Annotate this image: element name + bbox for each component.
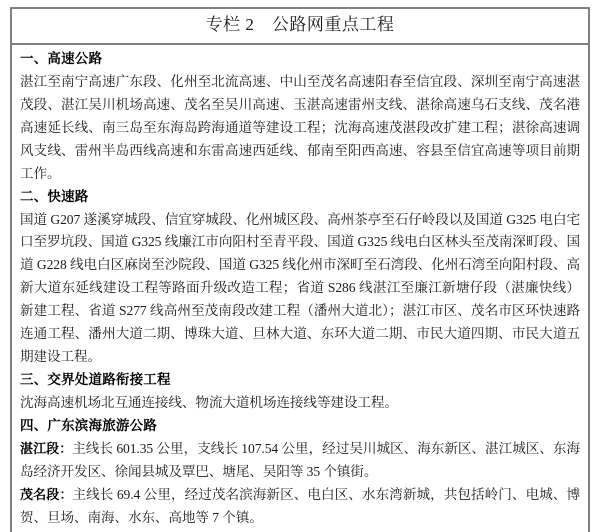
- entry-label: 茂名段: [20, 487, 60, 503]
- entry-text: 主线长 601.35 公里，支线长 107.54 公里，经过吴川城区、海东新区、湛江城区、东海岛经济开发区、徐闻县城及覃巴、塘尾、吴阳等 35 个镇街。: [20, 440, 580, 479]
- section-heading: 三、交界处道路衔接工程: [20, 372, 171, 389]
- section-body: 沈海高速机场北互通连接线、物流大道机场连接线等建设工程。: [20, 395, 398, 411]
- entry-separator: ：: [59, 487, 73, 503]
- column-box: [10, 7, 590, 532]
- entry-zhanjiang: [20, 438, 580, 484]
- section-boundary-connection: [20, 369, 580, 415]
- section-heading: 一、高速公路: [20, 50, 103, 67]
- entry-separator: ：: [59, 441, 73, 457]
- entry-label: 湛江段: [20, 441, 60, 457]
- section-body: 国道 G207 遂溪穿城段、信宜穿城段、化州城区段、高州茶亭至石仔岭段以及国道 G325 电白宅口至罗坑段、国道 G325 线廉江市向阳村至青平段、国道 G325 线电白区林头至茂南深町段、国道 G228 线电白区麻岗至沙院段、国道 G325 线化州市深町至石湾段、化州石湾至向阳村段、高新大道东延线建设工程等路面升级改造工程；省道 S286 线湛江至廉江新塘仔段（湛廉快线）新建工程、省道 S277 线高州至茂南段改建工程（潘州大道北）；湛江市区、茂名市区环快速路连通工程、潘州大道二期、博珠大道、旦林大道、东环大道二期、市民大道四期、市民大道五期建设工程。: [20, 211, 580, 365]
- section-body: 湛江至南宁高速广东段、化州至北流高速、中山至茂名高速阳春至信宜段、深圳至南宁高速湛茂段、湛江吴川机场高速、茂名至吴川高速、玉湛高速雷州支线、湛徐高速乌石支线、茂名港高速延长线、南三岛至东海岛跨海通道等建设工程；沈海高速茂湛段改扩建工程；湛徐高速调风支线、雷州半岛西线高速和东雷高速西延线、郁南至阳西高速、容县至信宜高速等项目前期工作。: [20, 73, 580, 181]
- entry-maoming: [20, 484, 580, 530]
- section-coastal-tourism-highway: [20, 415, 580, 530]
- column-title-bar: [12, 9, 588, 45]
- section-heading: 二、快速路: [20, 188, 89, 205]
- page-title: 专栏 2 公路网重点工程: [205, 15, 395, 34]
- column-body: [12, 45, 588, 532]
- section-expressway: [20, 48, 580, 186]
- section-expressroad: [20, 186, 580, 370]
- section-heading: 四、广东滨海旅游公路: [20, 418, 157, 435]
- entry-text: 主线长 69.4 公里，经过茂名滨海新区、电白区、水东湾新城，共包括岭门、电城、博贺、旦场、南海、水东、高地等 7 个镇。: [20, 486, 580, 525]
